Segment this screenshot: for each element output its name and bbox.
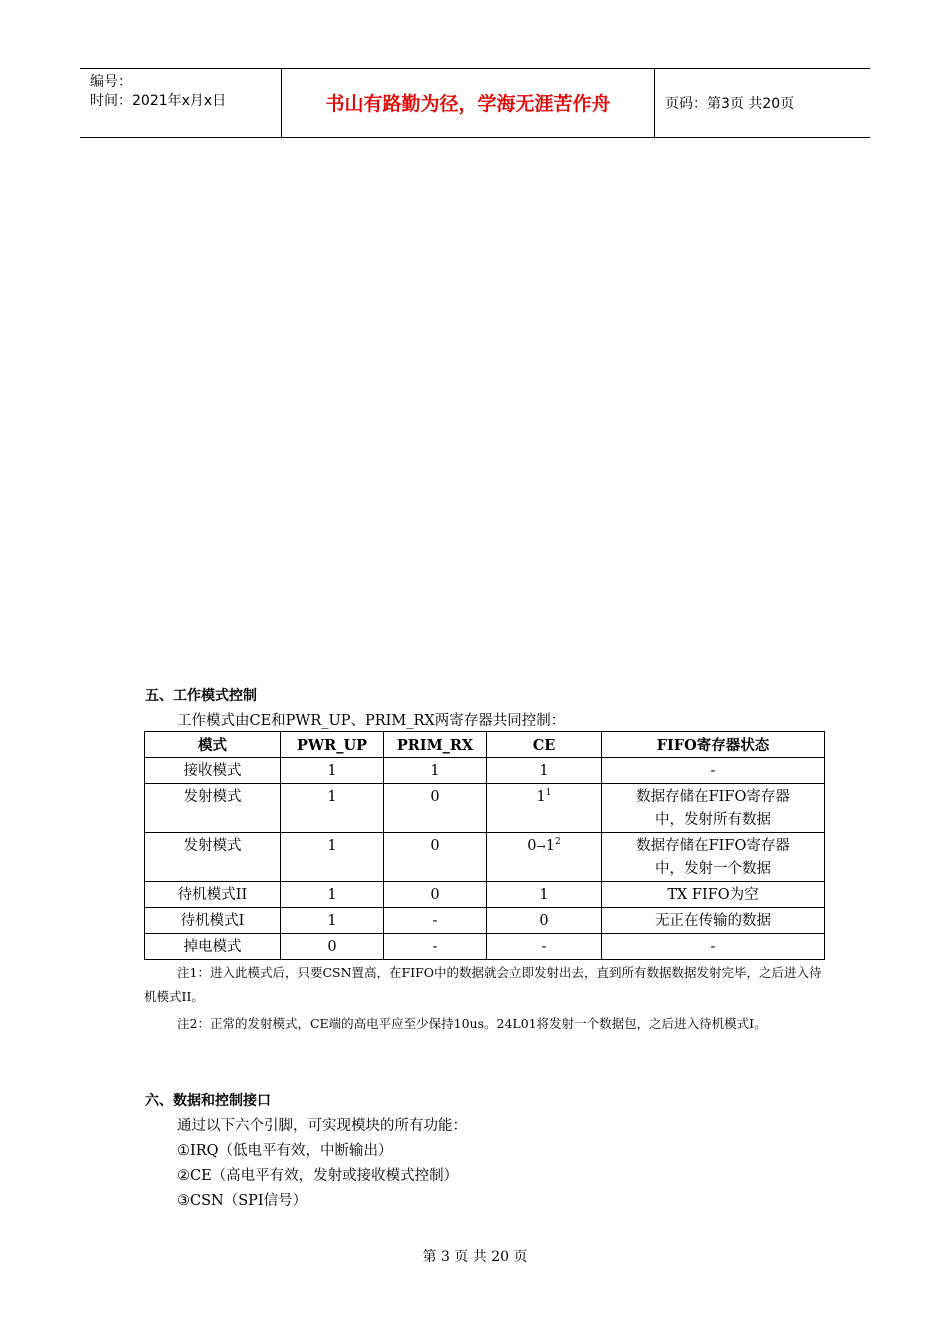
header-motto: 书山有路勤为径，学海无涯苦作舟	[325, 93, 611, 115]
header-divider	[654, 69, 655, 137]
column-header: PRIM_RX	[384, 732, 487, 758]
prim-rx-cell: -	[384, 934, 487, 960]
number-label: 编号：	[90, 74, 132, 90]
fifo-line: 数据存储在FIFO寄存器	[636, 789, 790, 805]
fifo-cell	[602, 833, 825, 882]
ce-from-value: 0	[527, 838, 537, 854]
column-header: CE	[487, 732, 602, 758]
ce-cell: 1	[487, 882, 602, 908]
prim-rx-cell: 0	[384, 833, 487, 882]
table-row	[145, 784, 825, 833]
section-intro: 通过以下六个引脚，可实现模块的所有功能：	[177, 1118, 467, 1134]
header-page-info: 页码：第3页 共20页	[665, 96, 795, 112]
footnote-marker: 1	[545, 788, 552, 798]
ce-cell	[487, 784, 602, 833]
mode-cell: 待机模式I	[145, 908, 281, 934]
fifo-cell: 无正在传输的数据	[602, 908, 825, 934]
table-row	[145, 758, 825, 784]
mode-table	[144, 731, 825, 960]
fifo-cell	[602, 784, 825, 833]
column-header: PWR_UP	[281, 732, 384, 758]
pwr-up-cell: 1	[281, 833, 384, 882]
fifo-cell: -	[602, 934, 825, 960]
pwr-up-cell: 0	[281, 934, 384, 960]
fifo-line: 数据存储在FIFO寄存器	[636, 838, 790, 854]
pwr-up-cell: 1	[281, 908, 384, 934]
ce-cell: 0	[487, 908, 602, 934]
mode-cell: 掉电模式	[145, 934, 281, 960]
mode-cell: 接收模式	[145, 758, 281, 784]
page-header	[80, 68, 870, 138]
section-title: 六、数据和控制接口	[145, 1093, 271, 1109]
list-item: ②CE（高电平有效，发射或接收模式控制）	[177, 1168, 459, 1184]
fifo-line: 中，发射一个数据	[655, 861, 771, 877]
mode-cell: 待机模式II	[145, 882, 281, 908]
table-row	[145, 908, 825, 934]
fifo-line: 中，发射所有数据	[655, 812, 771, 828]
table-row	[145, 934, 825, 960]
prim-rx-cell: 0	[384, 882, 487, 908]
ce-cell: -	[487, 934, 602, 960]
section-intro: 工作模式由CE和PWR_UP、PRIM_RX两寄存器共同控制：	[177, 713, 566, 729]
ce-cell	[487, 833, 602, 882]
time-label: 时间：2021年x月x日	[90, 93, 227, 109]
column-header: 模式	[145, 732, 281, 758]
ce-to-value: 1	[545, 838, 555, 854]
ce-value: 1	[536, 789, 546, 805]
column-header: FIFO寄存器状态	[602, 732, 825, 758]
pwr-up-cell: 1	[281, 784, 384, 833]
pwr-up-cell: 1	[281, 758, 384, 784]
header-meta	[90, 73, 226, 111]
prim-rx-cell: 1	[384, 758, 487, 784]
page-footer: 第 3 页 共 20 页	[422, 1249, 528, 1265]
list-item: ③CSN（SPI信号）	[177, 1193, 308, 1209]
footnote-marker: 2	[554, 837, 561, 847]
fifo-cell: TX FIFO为空	[602, 882, 825, 908]
section-title: 五、工作模式控制	[145, 688, 257, 704]
table-header-row	[145, 732, 825, 758]
prim-rx-cell: -	[384, 908, 487, 934]
mode-cell: 发射模式	[145, 784, 281, 833]
list-item: ①IRQ（低电平有效，中断输出）	[177, 1143, 393, 1159]
ce-cell: 1	[487, 758, 602, 784]
mode-cell: 发射模式	[145, 833, 281, 882]
fifo-cell: -	[602, 758, 825, 784]
table-note-2: 注2：正常的发射模式，CE端的高电平应至少保持10us。24L01将发射一个数据包，之后进入待机模式I。	[177, 1016, 767, 1031]
table-row	[145, 833, 825, 882]
table-note-1: 注1：进入此模式后，只要CSN置高，在FIFO中的数据就会立即发射出去，直到所有数据数据发射完毕，之后进入待机模式II。	[144, 965, 822, 1004]
table-row	[145, 882, 825, 908]
pwr-up-cell: 1	[281, 882, 384, 908]
right-arrow-icon: →	[536, 840, 546, 853]
prim-rx-cell: 0	[384, 784, 487, 833]
